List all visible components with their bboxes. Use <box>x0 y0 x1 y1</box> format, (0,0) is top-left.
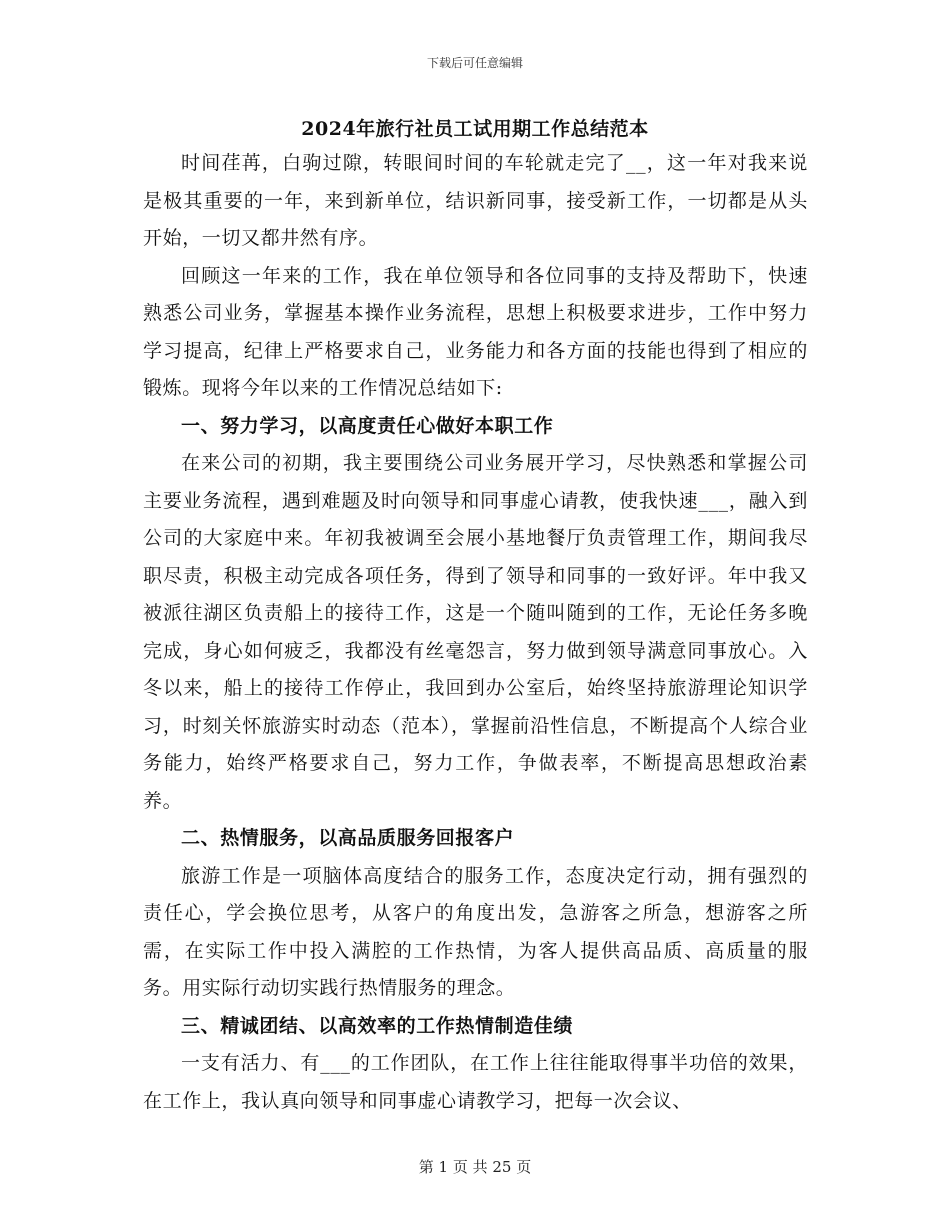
paragraph-section-1: 在来公司的初期，我主要围绕公司业务展开学习，尽快熟悉和掌握公司主要业务流程，遇到难题及时向领导和同事虚心请教，使我快速___，融入到公司的大家庭中来。年初我被调至会展小基地餐厅负责管理工作，期间我尽职尽责，积极主动完成各项任务，得到了领导和同事的一致好评。年中我又被派往湖区负责船上的接待工作，这是一个随叫随到的工作，无论任务多晚完成，身心如何疲乏，我都没有丝毫怨言，努力做到领导满意同事放心。入冬以来，船上的接待工作停止，我回到办公室后，始终坚持旅游理论知识学习，时刻关怀旅游实时动态（范本），掌握前沿性信息，不断提高个人综合业务能力，始终严格要求自己，努力工作，争做表率，不断提高思想政治素养。 <box>143 452 808 812</box>
paragraph-intro: 时间荏苒，白驹过隙，转眼间时间的车轮就走完了__，这一年对我来说是极其重要的一年，来到新单位，结识新同事，接受新工作，一切都是从头开始，一切又都井然有序。 <box>143 152 808 249</box>
document-body <box>143 145 808 1120</box>
paragraph-section-3: 一支有活力、有___的工作团队，在工作上往往能取得事半功倍的效果，在工作上，我认真向领导和同事虚心请教学习，把每一次会议、 <box>143 1052 808 1112</box>
section-heading-3: 三、精诚团结、以高效率的工作热情制造佳绩 <box>181 1014 574 1037</box>
paragraph-review: 回顾这一年来的工作，我在单位领导和各位同事的支持及帮助下，快速熟悉公司业务，掌握基本操作业务流程，思想上积极要求进步，工作中努力学习提高，纪律上严格要求自己，业务能力和各方面的技能也得到了相应的锻炼。现将今年以来的工作情况总结如下: <box>143 264 808 399</box>
paragraph-section-2: 旅游工作是一项脑体高度结合的服务工作，态度决定行动，拥有强烈的责任心，学会换位思考，从客户的角度出发，急游客之所急，想游客之所需，在实际工作中投入满腔的工作热情，为客人提供高品质、高质量的服务。用实际行动切实践行热情服务的理念。 <box>143 864 808 999</box>
section-heading-1: 一、努力学习，以高度责任心做好本职工作 <box>181 414 554 437</box>
header-note: 下载后可任意编辑 <box>426 56 523 70</box>
section-heading-2: 二、热情服务，以高品质服务回报客户 <box>181 827 515 849</box>
document-title: 2024年旅行社员工试用期工作总结范本 <box>301 118 649 140</box>
page-number: 第 1 页 共 25 页 <box>418 1158 532 1176</box>
